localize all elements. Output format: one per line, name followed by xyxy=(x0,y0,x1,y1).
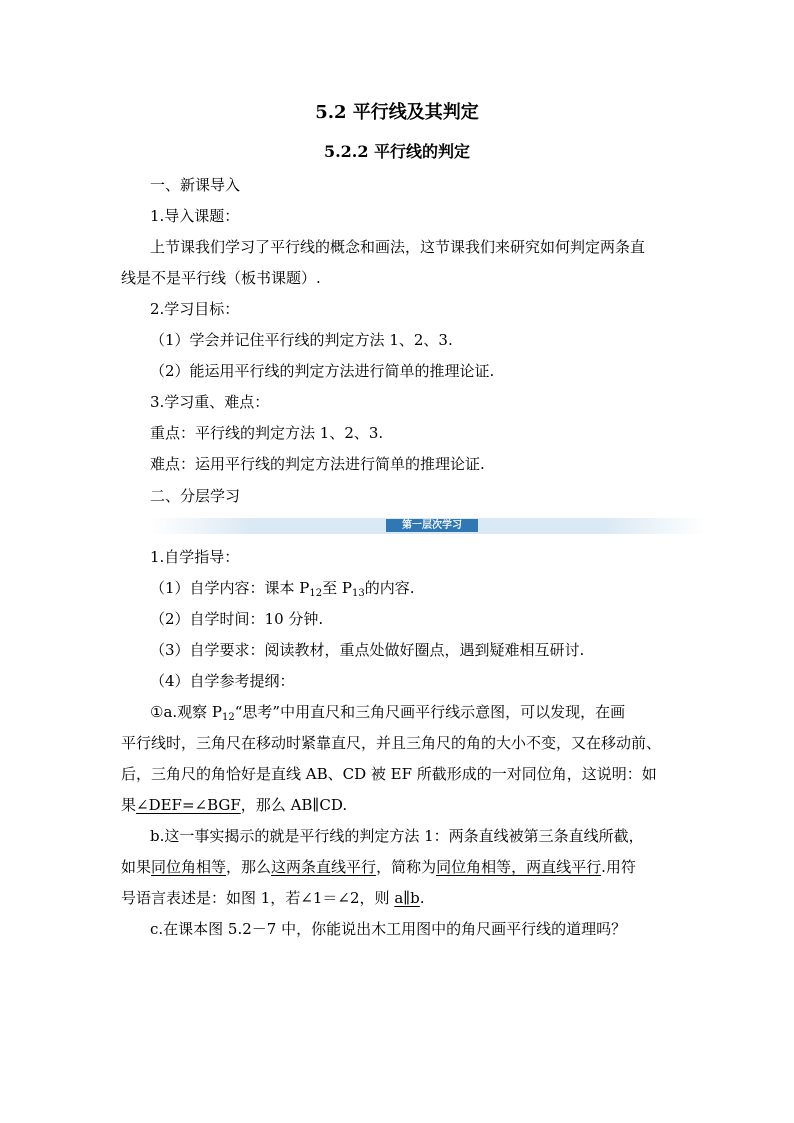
intro-text-line-2: 线是不是平行线（板书课题）. xyxy=(121,269,321,287)
page-title: 5.2 平行线及其判定 xyxy=(315,102,479,123)
intro-text-line-1: 上节课我们学习了平行线的概念和画法，这节课我们来研究如何判定两条直 xyxy=(150,238,646,256)
para-a-line-4 xyxy=(121,795,347,815)
goal-item-2: （2）能运用平行线的判定方法进行简单的推理论证. xyxy=(150,362,495,380)
guide-content-sub-1: 12 xyxy=(309,588,323,599)
guide-content-text-b: 至 P xyxy=(322,579,353,597)
para-a-line-2: 平行线时，三角尺在移动时紧靠直尺，并且三角尺的角的大小不变，又在移动前、 xyxy=(121,734,662,752)
goal-item-1: （1）学会并记住平行线的判定方法 1、2、3. xyxy=(150,331,453,349)
blank-symbolic-conclusion: a∥b xyxy=(394,889,420,907)
para-a-text-1a: ①a.观察 P xyxy=(150,703,223,721)
para-b-line-2 xyxy=(121,857,636,877)
guide-requirement: （3）自学要求：阅读教材，重点处做好圈点，遇到疑难相互研讨. xyxy=(150,641,585,659)
difficulty-point: 难点：运用平行线的判定方法进行简单的推理论证. xyxy=(150,455,485,473)
para-b-line-1: b.这一事实揭示的就是平行线的判定方法 1：两条直线被第三条直线所截， xyxy=(150,827,644,845)
level-divider-label: 第一层次学习 xyxy=(386,519,478,532)
blank-short-form: 同位角相等，两直线平行 xyxy=(436,858,602,876)
para-b-text-2d: .用符 xyxy=(601,858,636,876)
para-a-text-4a: 果 xyxy=(121,796,137,814)
guide-content xyxy=(150,578,415,598)
goals-label: 2.学习目标： xyxy=(150,300,240,318)
section-heading-layered: 二、分层学习 xyxy=(150,487,241,505)
level-divider-band xyxy=(150,518,706,534)
para-a-line-3: 后，三角尺的角恰好是直线 AB、CD 被 EF 所截形成的一对同位角，这说明：如 xyxy=(121,765,657,783)
guide-label: 1.自学指导： xyxy=(150,548,240,566)
para-a-text-4b: ，那么 AB∥CD. xyxy=(240,796,348,814)
guide-time: （2）自学时间：10 分钟. xyxy=(150,610,324,628)
para-a-sub: 12 xyxy=(222,712,235,723)
key-point: 重点：平行线的判定方法 1、2、3. xyxy=(150,424,384,442)
page-subtitle: 5.2.2 平行线的判定 xyxy=(323,142,471,161)
para-b-text-3b: . xyxy=(419,889,425,907)
para-b-text-3a: 号语言表述是：如图 1，若∠1＝∠2，则 xyxy=(121,889,395,907)
angle-equality-underlined: ∠DEF=∠BGF xyxy=(136,796,241,814)
blank-corresponding-angles: 同位角相等 xyxy=(151,858,227,876)
para-b-text-2b: ，那么 xyxy=(226,858,272,876)
guide-content-sub-2: 13 xyxy=(352,588,365,599)
para-c-line: c.在课本图 5.2－7 中，你能说出木工用图中的角尺画平行线的道理吗？ xyxy=(150,920,627,938)
guide-content-text-c: 的内容. xyxy=(364,579,415,597)
para-a-line-1 xyxy=(150,702,625,722)
para-b-text-2c: ，简称为 xyxy=(376,858,437,876)
blank-lines-parallel: 这两条直线平行 xyxy=(271,858,377,876)
section-heading-intro: 一、新课导入 xyxy=(150,176,241,194)
para-b-line-3 xyxy=(121,888,425,908)
para-a-text-1b: “思考”中用直尺和三角尺画平行线示意图，可以发现，在画 xyxy=(234,703,626,721)
guide-outline: （4）自学参考提纲： xyxy=(150,672,295,690)
para-b-text-2a: 如果 xyxy=(121,858,152,876)
guide-content-text-a: （1）自学内容：课本 P xyxy=(150,579,310,597)
intro-label: 1.导入课题： xyxy=(150,207,240,225)
key-points-label: 3.学习重、难点： xyxy=(150,393,270,411)
